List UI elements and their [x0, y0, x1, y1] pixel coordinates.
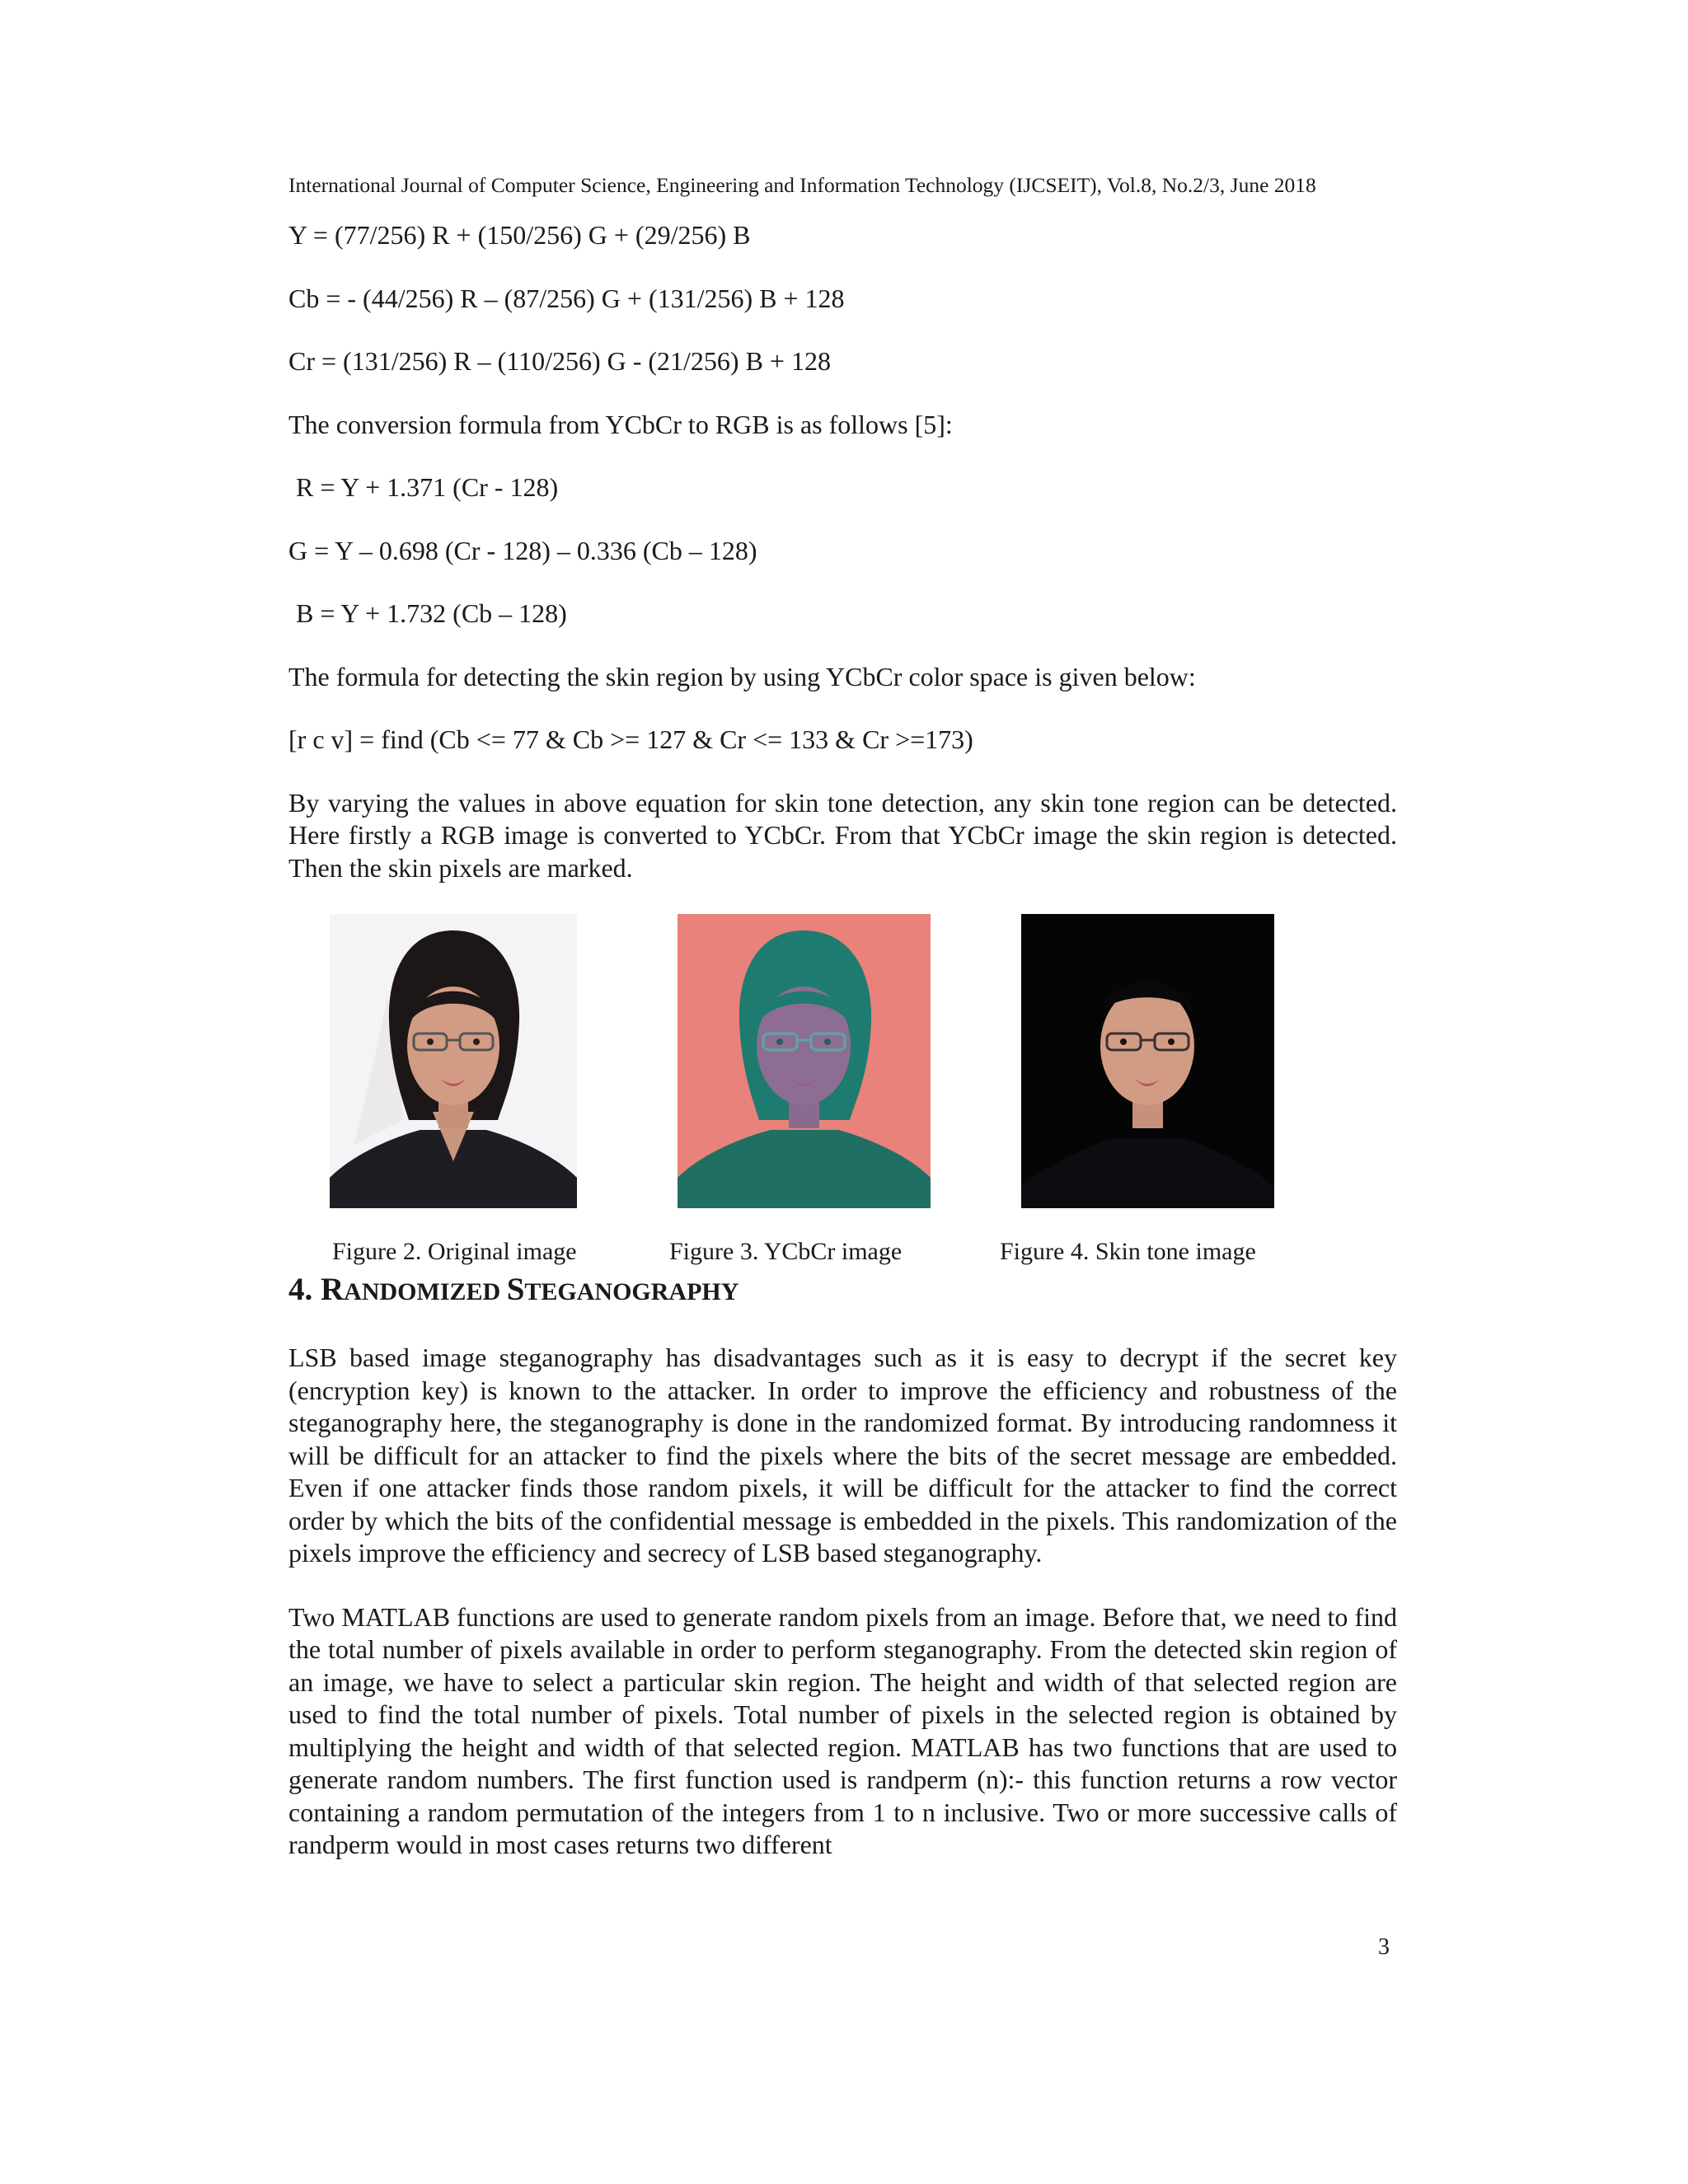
figure-3-caption: Figure 3. YCbCr image — [669, 1238, 903, 1265]
page-content — [288, 219, 1397, 1862]
section-paragraph-1: LSB based image steganography has disadvantages such as it is easy to decrypt if the secret key (encryption key) is known to the attacker. In order to improve the efficiency and robustness of the steganography here, the steganography is done in the randomized format. By introducing randomness it will be difficult for an attacker to find the pixels where the bits of the secret message are embedded. Even if one attacker finds those random pixels, it will be difficult for the attacker to find the correct order by which the bits of the confidential message is embedded in the pixels. This randomization of the pixels improve the efficiency and secrecy of LSB based steganography. — [288, 1343, 1397, 1568]
equation-y: Y = (77/256) R + (150/256) G + (29/256) B — [288, 220, 751, 250]
conversion-intro: The conversion formula from YCbCr to RGB is as follows [5]: — [288, 409, 953, 439]
section-title-part-2: TEGANOGRAPHY — [524, 1278, 739, 1305]
running-header: International Journal of Computer Science, Engineering and Information Technology (IJCSEIT), Vol.8, No.2/3, June 2018 — [288, 173, 1316, 197]
section-heading — [288, 1272, 1397, 1310]
skin-formula-intro: The formula for detecting the skin region by using YCbCr color space is given below: — [288, 661, 1196, 691]
equation-cb: Cb = - (44/256) R – (87/256) G + (131/256) B + 128 — [288, 283, 845, 313]
figure-row — [288, 914, 1397, 1268]
figure-2-caption: Figure 2. Original image — [332, 1238, 577, 1265]
section-paragraph-2: Two MATLAB functions are used to generate random pixels from an image. Before that, we need to find the total number of pixels available in order to perform steganography. From the detected skin region of an image, we have to select a particular skin region. The height and width of that selected region are used to find the total number of pixels. Total number of pixels in the selected region is obtained by multiplying the height and width of that selected region. MATLAB has two functions that are used to generate random numbers. The first function used is randperm (n):- this function returns a row vector containing a random permutation of the integers from 1 to n inclusive. Two or more successive calls of randperm would in most cases returns two different — [288, 1601, 1397, 1859]
section-initial-r: R — [321, 1272, 345, 1307]
original-image — [330, 914, 577, 1208]
equation-r: R = Y + 1.371 (Cr - 128) — [296, 472, 559, 502]
section-number: 4. — [288, 1272, 321, 1307]
skin-paragraph: By varying the values in above equation for skin tone detection, any skin tone region can be detected. Here firstly a RGB image is converted to YCbCr. From that YCbCr image the skin region is detected. Then the skin pixels are marked. — [288, 787, 1397, 883]
equation-b: B = Y + 1.732 (Cb – 128) — [296, 598, 567, 628]
page-number: 3 — [1378, 1934, 1390, 1960]
ycbcr-image — [678, 914, 931, 1208]
skin-tone-image — [1021, 914, 1274, 1208]
skin-formula: [r c v] = find (Cb <= 77 & Cb >= 127 & Cr <= 133 & Cr >=173) — [288, 724, 973, 754]
equation-g: G = Y – 0.698 (Cr - 128) – 0.336 (Cb – 128) — [288, 535, 757, 565]
section-title-part-1: ANDOMIZED — [344, 1278, 507, 1305]
section-initial-s: S — [506, 1272, 525, 1307]
equation-cr: Cr = (131/256) R – (110/256) G - (21/256) B + 128 — [288, 346, 831, 376]
figure-4-caption: Figure 4. Skin tone image — [1000, 1238, 1256, 1265]
